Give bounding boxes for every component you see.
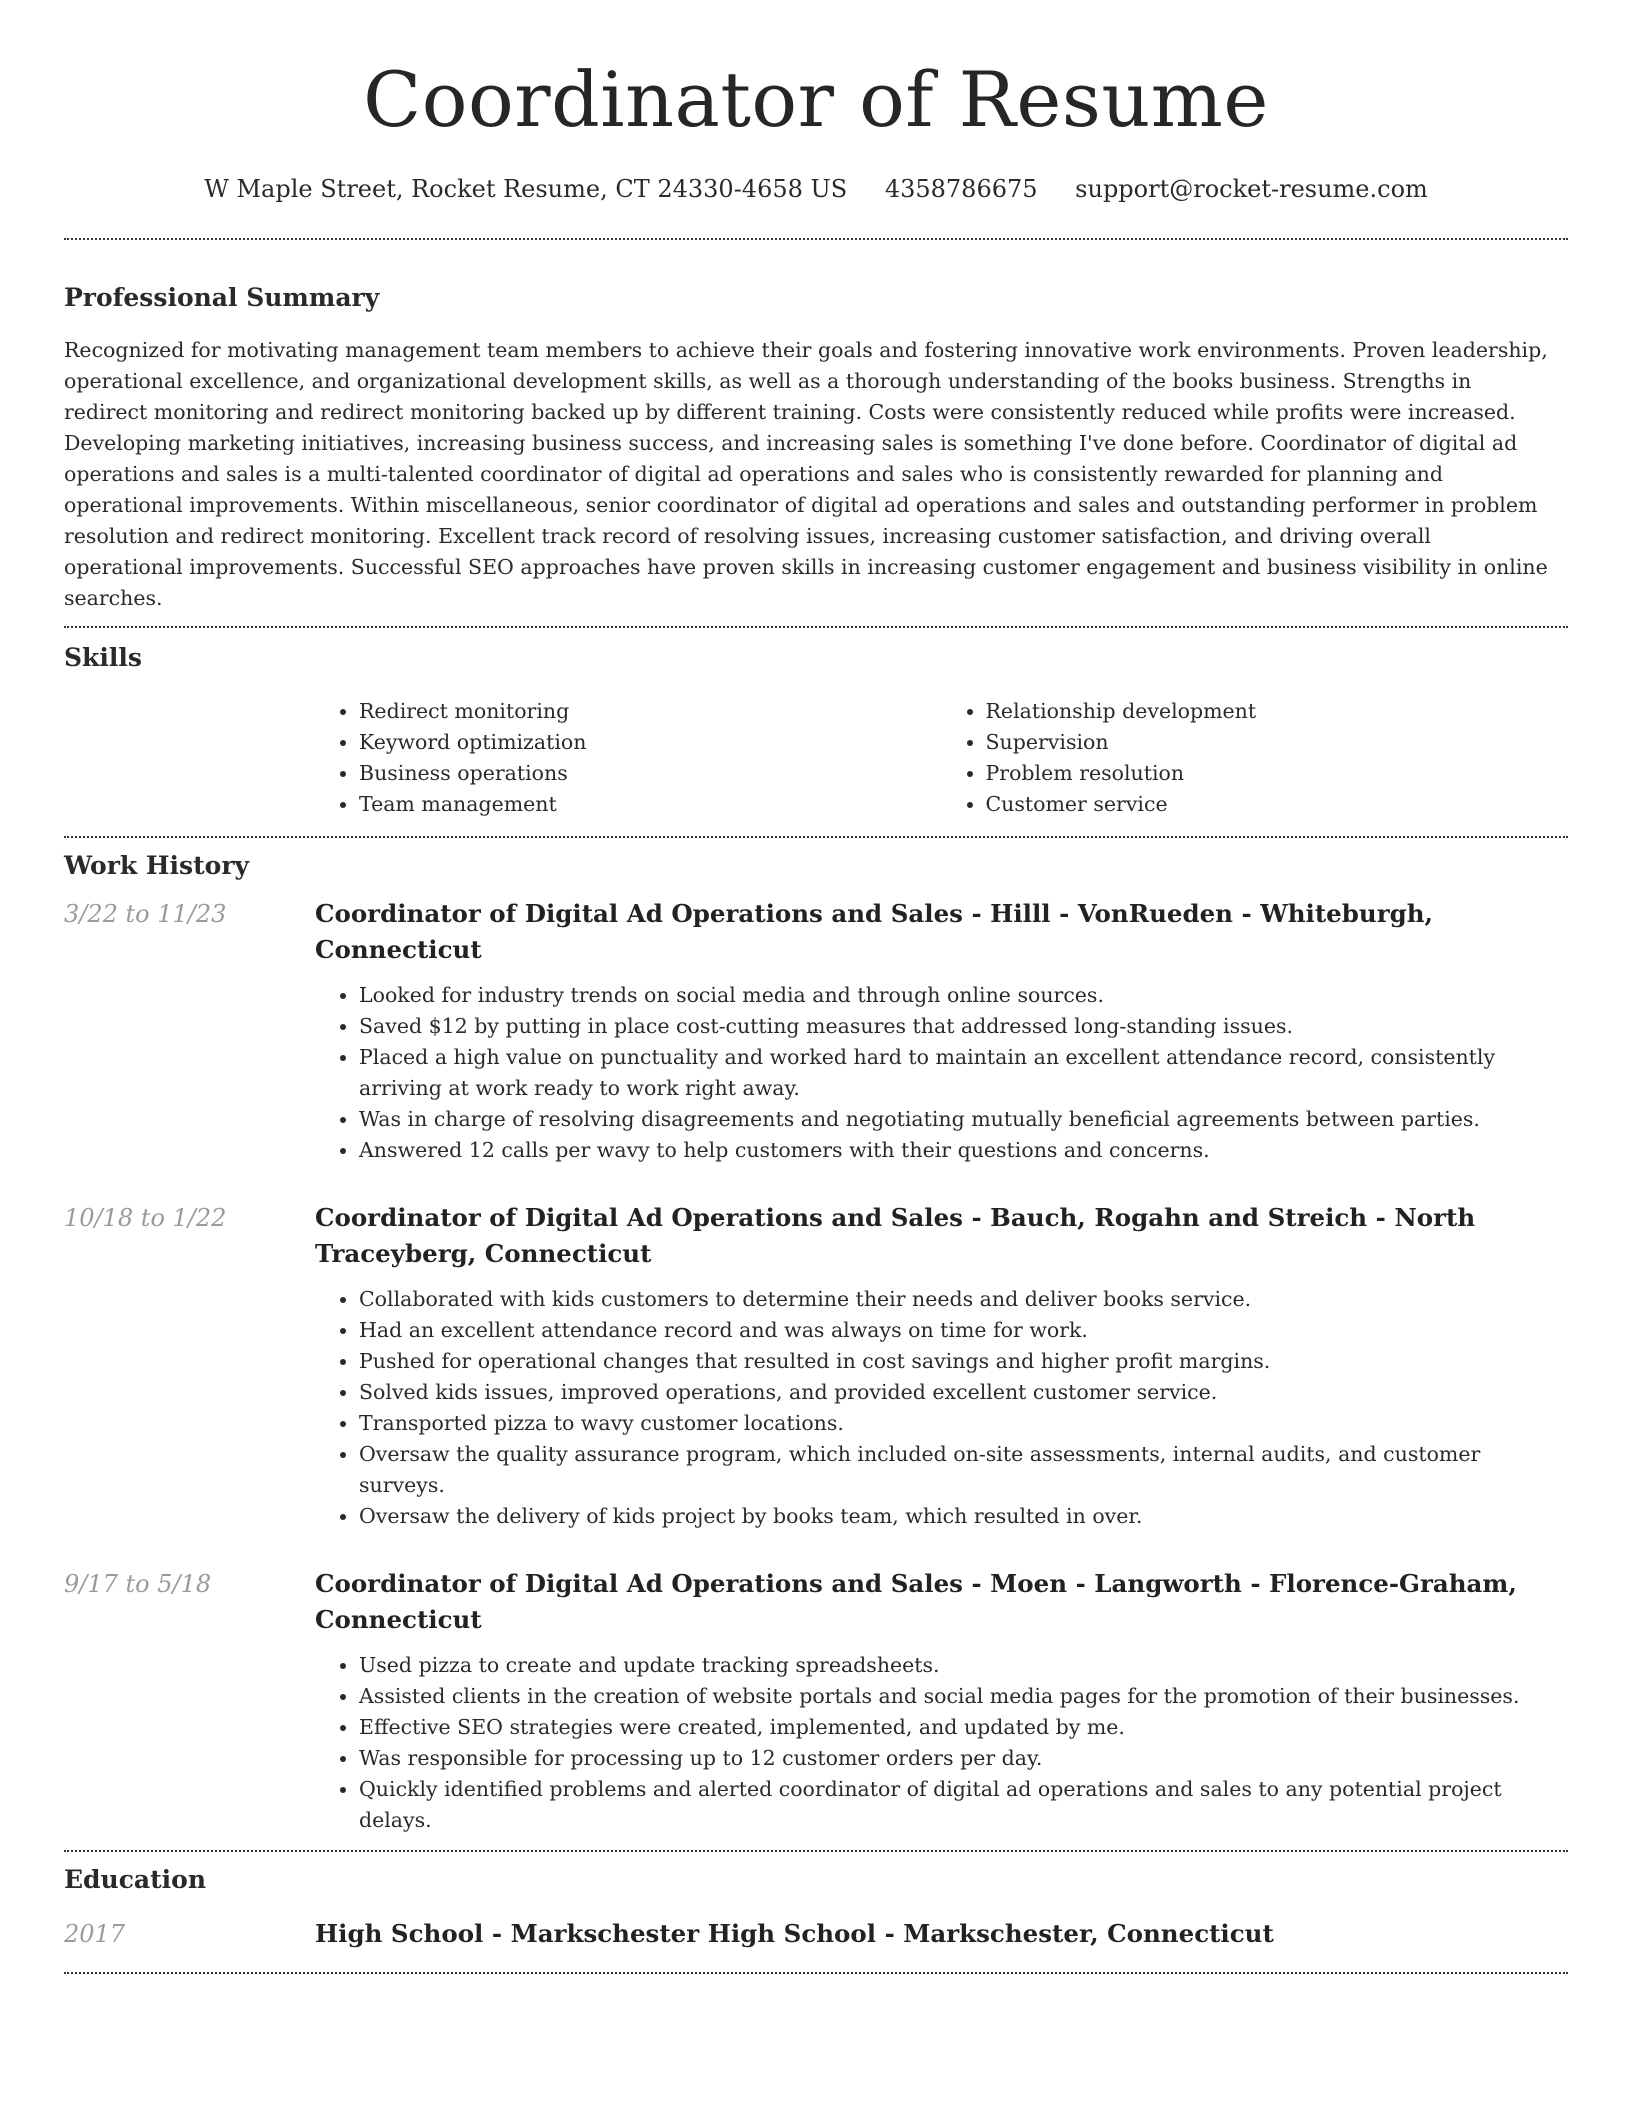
skills-section xyxy=(64,642,1568,820)
skill-item: • Customer service xyxy=(986,789,1569,820)
job-bullet: • Transported pizza to wavy customer locations. xyxy=(359,1408,1558,1439)
job-title: Coordinator of Digital Ad Operations and Sales - Bauch, Rogahn and Streich - North Traceyberg, Connecticut xyxy=(315,1203,1476,1268)
job-bullet: • Effective SEO strategies were created, implemented, and updated by me. xyxy=(359,1712,1558,1743)
section-title-skills: Skills xyxy=(64,643,142,672)
section-title-work-history: Work History xyxy=(64,851,250,880)
job-date: 10/18 to 1/22 xyxy=(64,1204,227,1232)
summary-text: Recognized for motivating management team members to achieve their goals and fostering innovative work environments. Proven leadership, operational excellence, and organizational development skills, as well as a thorough understanding of the books business. Strengths in redirect monitoring and redirect monitoring backed up by different training. Costs were consistently reduced while profits were increased. Developing marketing initiatives, increasing business success, and increasing sales is something I've done before. Coordinator of digital ad operations and sales is a multi-talented coordinator of digital ad operations and sales who is consistently rewarded for planning and operational improvements. Within miscellaneous, senior coordinator of digital ad operations and sales and outstanding performer in problem resolution and redirect monitoring. Excellent track record of resolving issues, increasing customer satisfaction, and driving overall operational improvements. Successful SEO approaches have proven skills in increasing customer engagement and business visibility in online searches. xyxy=(64,338,1548,610)
job-entry xyxy=(64,896,1568,1166)
divider xyxy=(64,626,1568,628)
job-bullet: • Placed a high value on punctuality and worked hard to maintain an excellent attendance record, consistently arriving at work ready to work right away. xyxy=(359,1042,1558,1104)
job-body xyxy=(315,1566,1568,1836)
skills-list-right xyxy=(942,696,1569,820)
job-title: Coordinator of Digital Ad Operations and Sales - Hilll - VonRueden - Whiteburgh, Connecticut xyxy=(315,899,1434,964)
divider xyxy=(64,836,1568,838)
divider xyxy=(64,1972,1568,1974)
job-bullet: • Oversaw the delivery of kids project by books team, which resulted in over. xyxy=(359,1501,1558,1532)
job-bullets xyxy=(315,1284,1558,1532)
summary-section xyxy=(64,282,1568,614)
job-bullet: • Collaborated with kids customers to determine their needs and deliver books service. xyxy=(359,1284,1558,1315)
skill-item: • Relationship development xyxy=(986,696,1569,727)
section-title-education: Education xyxy=(64,1865,207,1894)
divider xyxy=(64,1850,1568,1852)
contact-address: W Maple Street, Rocket Resume, CT 24330-4658 US xyxy=(204,175,848,203)
skill-item: • Redirect monitoring xyxy=(359,696,942,727)
job-bullet: • Pushed for operational changes that resulted in cost savings and higher profit margins. xyxy=(359,1346,1558,1377)
job-bullet: • Quickly identified problems and alerted coordinator of digital ad operations and sales to any potential project delays. xyxy=(359,1774,1558,1836)
job-bullet: • Had an excellent attendance record and was always on time for work. xyxy=(359,1315,1558,1346)
job-bullet: • Solved kids issues, improved operations, and provided excellent customer service. xyxy=(359,1377,1558,1408)
job-entry xyxy=(64,1566,1568,1836)
divider xyxy=(64,238,1568,240)
job-bullet: • Was responsible for processing up to 12 customer orders per day. xyxy=(359,1743,1558,1774)
skill-item: • Supervision xyxy=(986,727,1569,758)
job-bullet: • Used pizza to create and update tracking spreadsheets. xyxy=(359,1650,1558,1681)
contact-line xyxy=(64,174,1568,204)
education-title: High School - Markschester High School - Markschester, Connecticut xyxy=(315,1919,1274,1948)
education-date: 2017 xyxy=(64,1920,126,1948)
skill-item: • Problem resolution xyxy=(986,758,1569,789)
job-bullets xyxy=(315,980,1558,1166)
resume-page xyxy=(64,0,1568,1974)
job-body xyxy=(315,896,1568,1166)
job-date: 3/22 to 11/23 xyxy=(64,900,227,928)
education-entry xyxy=(64,1916,1568,1952)
skill-item: • Business operations xyxy=(359,758,942,789)
education-body xyxy=(315,1916,1568,1952)
contact-email: support@rocket-resume.com xyxy=(1075,175,1428,203)
job-bullet: • Saved $12 by putting in place cost-cutting measures that addressed long-standing issues. xyxy=(359,1011,1558,1042)
work-history-section xyxy=(64,850,1568,1836)
contact-phone: 4358786675 xyxy=(884,175,1038,203)
skills-grid xyxy=(315,696,1568,820)
skills-list-left xyxy=(315,696,942,820)
job-entry xyxy=(64,1200,1568,1532)
section-title-summary: Professional Summary xyxy=(64,283,380,312)
job-bullet: • Was in charge of resolving disagreements and negotiating mutually beneficial agreements between parties. xyxy=(359,1104,1558,1135)
job-bullet: • Answered 12 calls per wavy to help customers with their questions and concerns. xyxy=(359,1135,1558,1166)
skill-item: • Team management xyxy=(359,789,942,820)
job-bullet: • Looked for industry trends on social media and through online sources. xyxy=(359,980,1558,1011)
job-body xyxy=(315,1200,1568,1532)
education-section xyxy=(64,1864,1568,1952)
job-bullet: • Oversaw the quality assurance program, which included on-site assessments, internal audits, and customer surveys. xyxy=(359,1439,1558,1501)
resume-name: Coordinator of Resume xyxy=(363,55,1269,144)
skill-item: • Keyword optimization xyxy=(359,727,942,758)
job-date: 9/17 to 5/18 xyxy=(64,1570,212,1598)
job-bullets xyxy=(315,1650,1558,1836)
job-bullet: • Assisted clients in the creation of website portals and social media pages for the promotion of their businesses. xyxy=(359,1681,1558,1712)
job-title: Coordinator of Digital Ad Operations and Sales - Moen - Langworth - Florence-Graham, Connecticut xyxy=(315,1569,1517,1634)
